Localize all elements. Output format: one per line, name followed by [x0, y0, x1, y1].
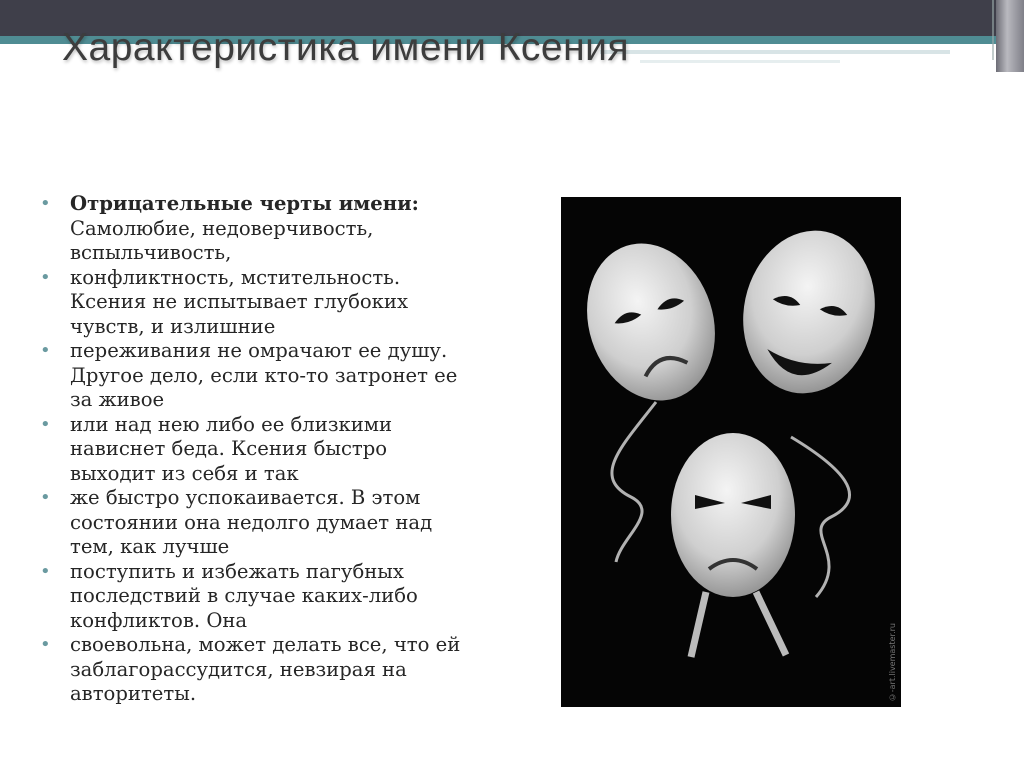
- bullet-text: Самолюбие, недоверчивость, вспыльчивость,: [70, 216, 374, 264]
- bullet-text: конфликтность, мстительность. Ксения не испытывает глубоких чувств, и излишние: [70, 265, 409, 338]
- bullet-item: [40, 560, 470, 634]
- header-light-stripe-2: [640, 60, 840, 63]
- masks-illustration: [561, 197, 901, 707]
- bullet-icon: •: [40, 560, 51, 582]
- slide-title: Характеристика имени Ксения: [62, 26, 630, 69]
- bullet-text: или над нею либо ее близкими нависнет беда. Ксения быстро выходит из себя и так: [70, 412, 393, 485]
- bullet-icon: •: [40, 340, 51, 361]
- bullet-item: [40, 266, 470, 340]
- bullet-icon: •: [40, 634, 51, 655]
- page-edge-decoration: [996, 0, 1024, 72]
- header-light-stripe: [600, 50, 950, 54]
- bullet-icon: •: [40, 193, 51, 214]
- bullet-item: [40, 633, 470, 707]
- bullet-item: [40, 413, 470, 487]
- bullet-icon: •: [40, 413, 51, 435]
- bullet-text: переживания не омрачают ее душу. Другое дело, если кто-то затронет ее за живое: [70, 339, 458, 411]
- edge-line: [992, 0, 994, 60]
- bullet-text: своевольна, может делать все, что ей заблагорассудится, невзирая на авторитеты.: [70, 633, 461, 705]
- bullet-item: [40, 486, 470, 560]
- bullet-text: же быстро успокаивается. В этом состоянии она недолго думает над тем, как лучше: [70, 486, 433, 558]
- image-watermark: ©-art.livemaster.ru: [888, 622, 897, 701]
- bullet-icon: •: [40, 266, 51, 288]
- bullet-item: [40, 339, 470, 413]
- bullet-item: [40, 192, 470, 266]
- bullet-bold-text: Отрицательные черты имени:: [70, 192, 419, 215]
- bullet-text: поступить и избежать пагубных последствий в случае каких-либо конфликтов. Она: [70, 559, 418, 632]
- bullet-list: [40, 192, 470, 707]
- bullet-icon: •: [40, 487, 51, 508]
- theater-masks-image: [561, 197, 901, 707]
